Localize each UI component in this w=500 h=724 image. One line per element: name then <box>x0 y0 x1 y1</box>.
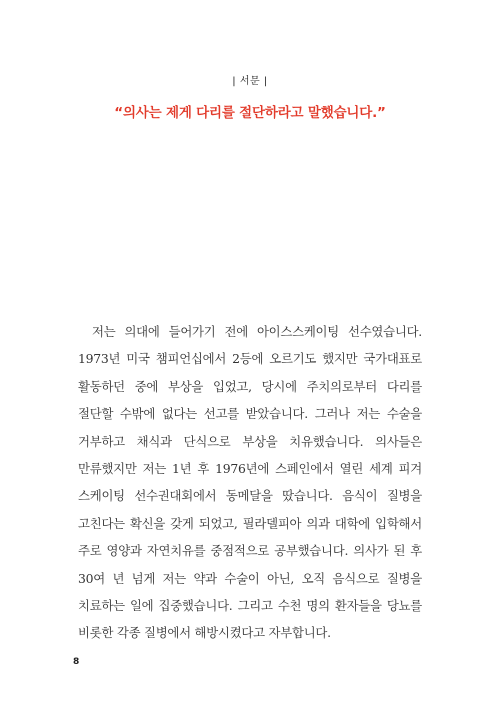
body-paragraph: 저는 의대에 들어가기 전에 아이스스케이팅 선수였습니다. 1973년 미국 챔피언십에서 2등에 오르기도 했지만 국가대표로 활동하던 중에 부상을 입었고, 당시에 주치의로부터 다리를 절단할 수밖에 없다는 선고를 받았습니다. 그러나 저는 수술을 거부하고 채식과 단식으로 부상을 치유했습니다. 의사들은 만류했지만 저는 1년 후 1976년에 스페인에서 열린 세계 피겨 스케이팅 선수권대회에서 동메달을 땄습니다. 음식이 질병을 고친다는 확신을 갖게 되었고, 필라델피아 의과 대학에 입학해서 주로 영양과 자연치유를 중점적으로 공부했습니다. 의사가 된 후 30여 년 넘게 저는 약과 수술이 아닌, 오직 음식으로 질병을 치료하는 일에 집중했습니다. 그리고 수천 명의 환자들을 당뇨를 비롯한 각종 질병에서 해방시켰다고 자부합니다. <box>78 324 422 641</box>
page-number: 8 <box>73 657 80 667</box>
chapter-headline-quote: “의사는 제게 다리를 절단하라고 말했습니다.” <box>114 105 386 121</box>
section-label: | 서문 | <box>232 76 268 87</box>
